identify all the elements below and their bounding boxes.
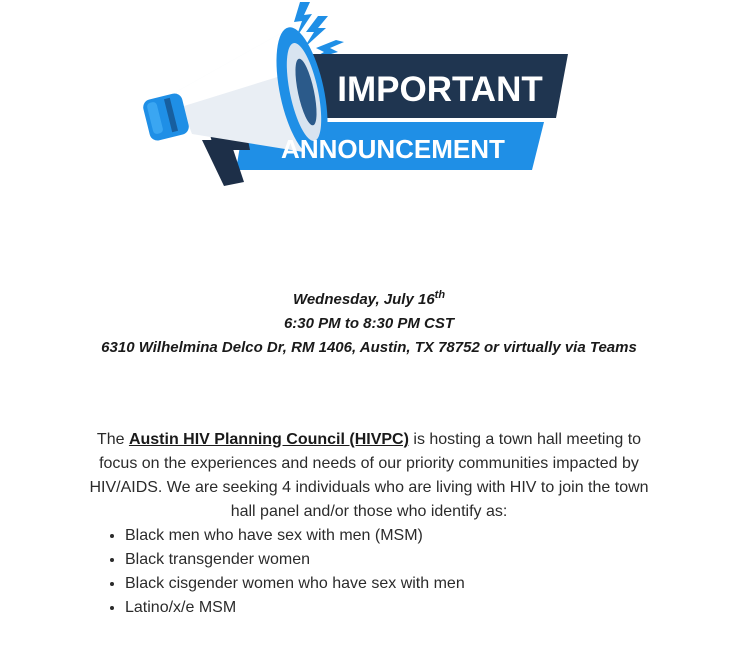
intro-after-link: is hosting a town hall meeting to focus on the experiences and needs of our priority communities impacted by HIV/AIDS. We are seeking 4 individuals who are living with HIV to join the town hall panel and/or those who identify as: [89,431,649,520]
event-date [0,288,738,312]
banner-line2: ANNOUNCEMENT [281,134,505,164]
event-details [0,288,738,360]
event-weekday-date: Wednesday, July 16 [292,291,435,308]
hivpc-link[interactable]: Austin HIV Planning Council (HIVPC) [128,431,409,448]
list-item: • Black men who have sex with men (MSM) [125,524,465,548]
banner-line1: IMPORTANT [337,70,543,109]
important-announcement-banner [140,0,590,200]
event-location: 6310 Wilhelmina Delco Dr, RM 1406, Austin, TX 78752 or virtually via Teams [101,339,637,356]
list-item: • Black transgender women [125,548,465,572]
intro-before-link: The [96,431,129,448]
intro-paragraph [82,428,656,524]
list-item: • Black cisgender women who have sex with men [125,572,465,596]
event-time: 6:30 PM to 8:30 PM CST [283,315,455,332]
list-item: • Latino/x/e MSM [125,596,465,620]
criteria-list [104,524,465,620]
event-date-suffix: th [434,289,446,301]
